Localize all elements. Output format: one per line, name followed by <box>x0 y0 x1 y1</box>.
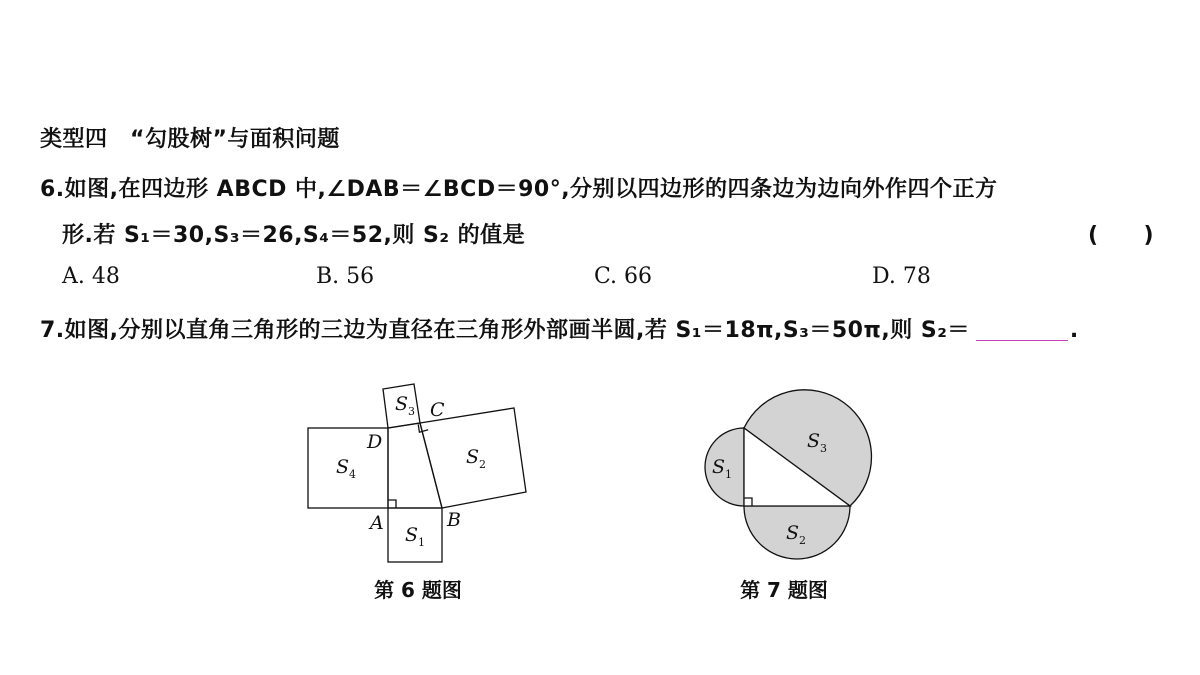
label-s1: S <box>405 524 419 546</box>
q6-option-c[interactable]: C. 66 <box>594 264 653 289</box>
q6-option-b[interactable]: B. 56 <box>316 264 375 289</box>
label-a: A <box>370 512 384 534</box>
q6-line2: 形.若 S₁＝30,S₃＝26,S₄＝52,则 S₂ 的值是 <box>62 223 526 248</box>
label7-s2-sub: 2 <box>799 534 806 547</box>
caption-fig-6: 第 6 题图 <box>374 578 462 602</box>
label-s3: S <box>395 393 409 415</box>
label-s2-sub: 2 <box>479 458 486 471</box>
label7-s3: S <box>807 430 821 452</box>
quadrilateral-abcd <box>388 423 442 508</box>
label7-s1-sub: 1 <box>725 468 732 481</box>
right-angle-a <box>388 500 396 508</box>
label7-s1: S <box>712 456 726 478</box>
section-title: 类型四 “勾股树”与面积问题 <box>40 127 340 152</box>
label-s4: S <box>336 456 350 478</box>
q6-option-a[interactable]: A. 48 <box>62 264 120 289</box>
label-s1-sub: 1 <box>418 536 425 549</box>
q7-end: . <box>1069 318 1079 343</box>
label-s2: S <box>466 446 480 468</box>
caption-fig-7: 第 7 题图 <box>740 578 828 602</box>
q7-question: 7.如图,分别以直角三角形的三边为直径在三角形外部画半圆,若 S₁＝18π,S₃＝50π,则 S₂＝ <box>40 318 970 343</box>
label-b: B <box>447 509 461 531</box>
q6-line1: 6.如图,在四边形 ABCD 中,∠DAB＝∠BCD＝90°,分别以四边形的四条边为边向外作四个正方 <box>40 177 998 202</box>
label-c: C <box>430 399 445 421</box>
label-d: D <box>367 431 383 453</box>
q6-option-d[interactable]: D. 78 <box>872 264 931 289</box>
label7-s2: S <box>786 522 800 544</box>
label7-s3-sub: 3 <box>820 442 827 455</box>
label-s4-sub: 4 <box>349 468 356 481</box>
label-s3-sub: 3 <box>408 405 415 418</box>
q6-answer-paren: ( ) <box>1088 223 1155 248</box>
